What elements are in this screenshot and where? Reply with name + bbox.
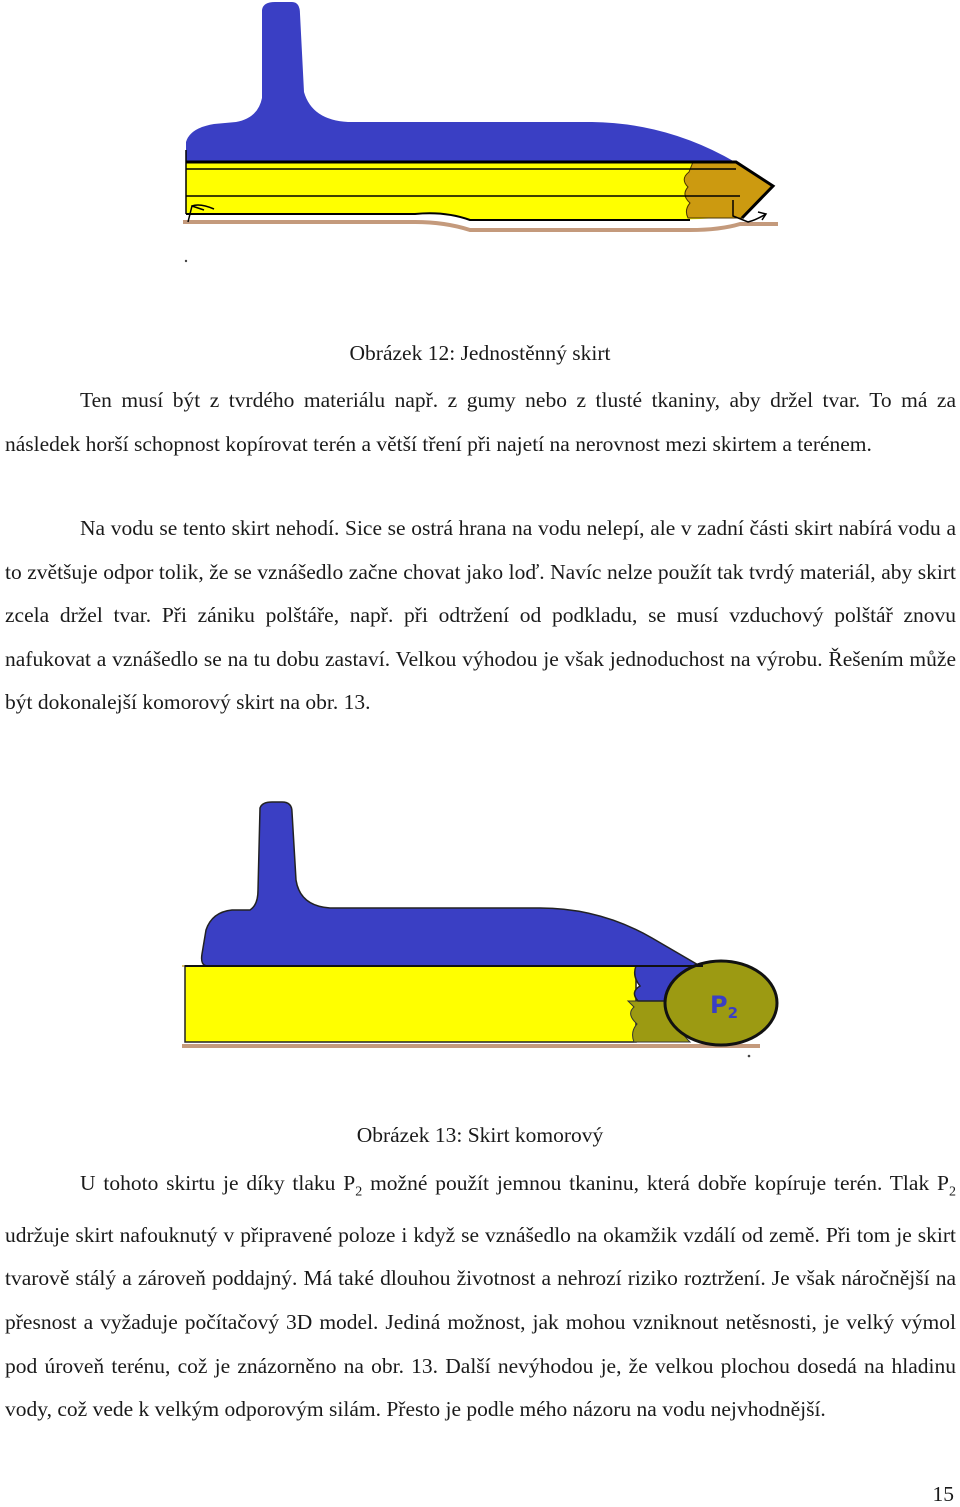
paragraph-1 bbox=[5, 379, 956, 466]
figure-12-single-wall-skirt bbox=[170, 0, 790, 270]
ground-line bbox=[183, 222, 778, 230]
figure-12-caption: Obrázek 12: Jednostěnný skirt bbox=[349, 341, 611, 365]
paragraph-3 bbox=[5, 1162, 956, 1432]
p2-label: $P_2$ bbox=[710, 991, 739, 1022]
paragraph-2 bbox=[5, 507, 956, 725]
rear-skirt bbox=[684, 162, 773, 218]
paragraph-1-text: Ten musí být z tvrdého materiálu např. z gumy nebo z tlusté tkaniny, aby držel tvar. To má za následek horší schopnost kopírovat terén a větší tření při najetí na nerovnost mezi skirtem a terénem. bbox=[5, 388, 956, 456]
figure-13-caption: Obrázek 13: Skirt komorový bbox=[356, 1123, 604, 1147]
paragraph-3-text: U tohoto skirtu je díky tlaku $P_2$ možné použít jemnou tkaninu, která dobře kopíruje terén. Tlak $P_2$ udržuje skirt nafouknutý v připravené poloze i když se vznášedlo na okamžik vzdálí od země. Při tom je skirt tvarově stálý a zároveň poddajný. Má také dlouhou životnost a nehrozí riziko roztržení. Je však náročnější na přesnost a vyžaduje počítačový 3D model. Jediná možnost, jak mohou vzniknout netěsnosti, je velký výmol pod úroveň terénu, což je znázorněno na obr. 13. Další nevýhodou je, že velkou plochou dosedá na hladinu vody, což vede k velkým odporovým silám. Přesto je podle mého názoru na vodu nejvhodnější. bbox=[5, 1171, 956, 1422]
hull bbox=[186, 2, 735, 162]
paragraph-2-text: Na vodu se tento skirt nehodí. Sice se ostrá hrana na vodu nelepí, ale v zadní části skirt nabírá vodu a to zvětšuje odpor tolik, že se vznášedlo začne chovat jako loď. Navíc nelze použít tak tvrdý materiál, aby skirt zcela držel tvar. Při zániku polštáře, např. při odtržení od podkladu, se musí vzduchový polštář znovu nafukovat a vznášedlo se na tu dobu zastaví. Velkou výhodou je však jednoduchost na výrobu. Řešením může být dokonalejší komorový skirt na obr. 13. bbox=[5, 516, 956, 714]
page-number: 15 bbox=[932, 1482, 954, 1506]
cushion-area bbox=[185, 966, 636, 1042]
cushion-area bbox=[186, 163, 771, 220]
figure-13-chamber-skirt bbox=[170, 795, 790, 1070]
